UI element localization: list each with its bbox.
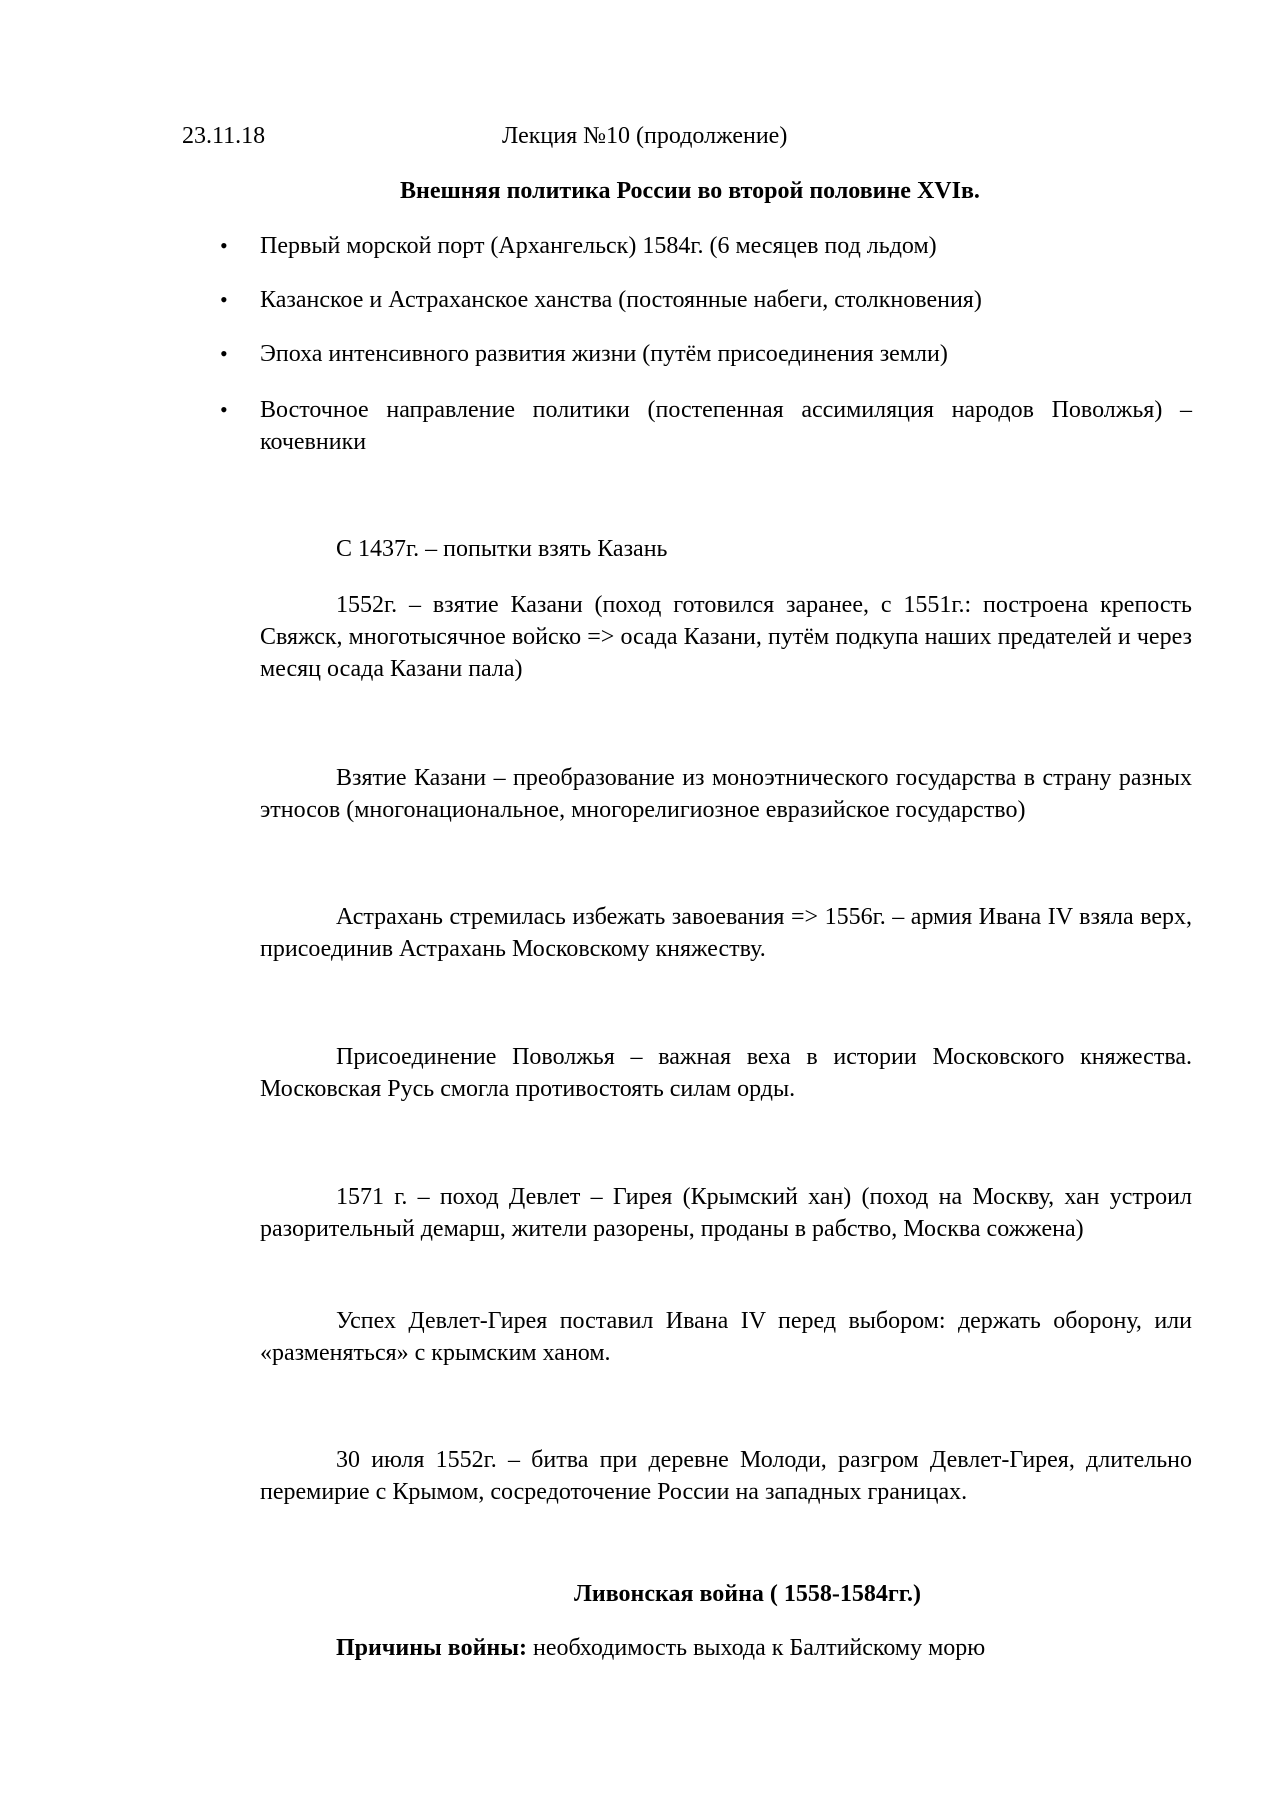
list-item-text: Первый морской порт (Архангельск) 1584г. (6 месяцев под льдом) xyxy=(260,233,937,259)
paragraph: 1571 г. – поход Девлет – Гирея (Крымский хан) (поход на Москву, хан устроил разорительный демарш, жители разорены, проданы в рабство, Москва сожжена) xyxy=(260,1184,1192,1242)
paragraph: С 1437г. – попытки взять Казань xyxy=(336,536,668,562)
list-item-text: Восточное направление политики (постепенная ассимиляция народов Поволжья) – кочевники xyxy=(260,397,1192,455)
lecture-heading: Лекция №10 (продолжение) xyxy=(502,123,788,149)
paragraph: Астрахань стремилась избежать завоевания => 1556г. – армия Ивана IV взяла верх, присоединив Астрахань Московскому княжеству. xyxy=(260,904,1192,962)
bullet-marker: • xyxy=(220,287,228,312)
causes-text: необходимость выхода к Балтийскому морю xyxy=(526,1635,986,1661)
bullet-marker: • xyxy=(220,341,228,366)
list-item-text: Казанское и Астраханское ханства (постоянные набеги, столкновения) xyxy=(260,287,982,313)
lecture-date: 23.11.18 xyxy=(182,123,266,149)
paragraph: Успех Девлет-Гирея поставил Ивана IV перед выбором: держать оборону, или «разменяться» с крымским ханом. xyxy=(260,1308,1192,1366)
bullet-marker: • xyxy=(220,233,228,258)
paragraph: Присоединение Поволжья – важная веха в истории Московского княжества. Московская Русь смогла противостоять силам орды. xyxy=(260,1044,1192,1102)
page-title: Внешняя политика России во второй половине XVIв. xyxy=(400,178,980,204)
paragraph: Взятие Казани – преобразование из моноэтнического государства в страну разных этносов (многонациональное, многорелигиозное евразийское государство) xyxy=(260,765,1192,823)
section-title: Ливонская война ( 1558-1584гг.) xyxy=(574,1581,921,1607)
paragraph: 30 июля 1552г. – битва при деревне Молоди, разгром Девлет-Гирея, длительно перемирие с Крымом, сосредоточение России на западных границах. xyxy=(260,1447,1192,1505)
bullet-marker: • xyxy=(220,397,228,422)
paragraph: 1552г. – взятие Казани (поход готовился заранее, с 1551г.: построена крепость Свяжск, многотысячное войско => осада Казани, путём подкупа наших предателей и через месяц осада Казани пала) xyxy=(260,592,1192,682)
causes-line xyxy=(336,1632,985,1664)
list-item-text: Эпоха интенсивного развития жизни (путём присоединения земли) xyxy=(260,341,948,367)
causes-label: Причины войны: xyxy=(336,1635,527,1661)
